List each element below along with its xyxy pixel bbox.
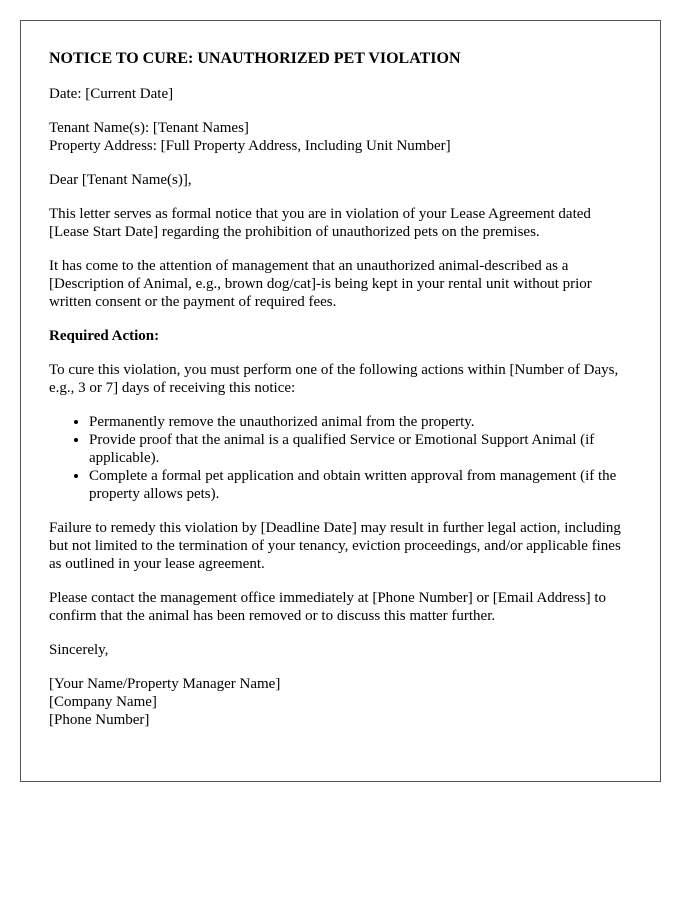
recipient-block	[49, 119, 632, 155]
signature-block	[49, 675, 632, 729]
notice-title: NOTICE TO CURE: UNAUTHORIZED PET VIOLATION	[49, 50, 461, 67]
closing: Sincerely,	[49, 642, 109, 658]
signature-phone: [Phone Number]	[49, 712, 150, 728]
notice-letter	[20, 20, 661, 782]
action-list	[49, 413, 632, 503]
date-line: Date: [Current Date]	[49, 86, 174, 102]
action-item: • Permanently remove the unauthorized animal from the property.	[89, 413, 632, 431]
address-line: Property Address: [Full Property Address, Including Unit Number]	[49, 138, 451, 154]
signature-company: [Company Name]	[49, 694, 157, 710]
salutation: Dear [Tenant Name(s)],	[49, 172, 192, 188]
required-action-label: Required Action:	[49, 328, 160, 344]
signature-name: [Your Name/Property Manager Name]	[49, 676, 281, 692]
tenant-line: Tenant Name(s): [Tenant Names]	[49, 120, 249, 136]
action-item: • Provide proof that the animal is a qualified Service or Emotional Support Animal (if applicable).	[89, 431, 632, 467]
action-item: • Complete a formal pet application and obtain written approval from management (if the property allows pets).	[89, 467, 632, 503]
paragraph-consequences: Failure to remedy this violation by [Deadline Date] may result in further legal action, including but not limited to the termination of your tenancy, eviction proceedings, and/or applicable fines as outlined in your lease agreement.	[49, 520, 621, 572]
required-action-heading	[49, 327, 632, 345]
paragraph-contact: Please contact the management office immediately at [Phone Number] or [Email Address] to confirm that the animal has been removed or to discuss this matter further.	[49, 590, 607, 624]
paragraph-notice: This letter serves as formal notice that you are in violation of your Lease Agreement dated [Lease Start Date] regarding the prohibition of unauthorized pets on the premises.	[49, 206, 591, 240]
paragraph-cure: To cure this violation, you must perform one of the following actions within [Number of Days, e.g., 3 or 7] days of receiving this notice:	[49, 362, 619, 396]
paragraph-violation: It has come to the attention of management that an unauthorized animal-described as a [Description of Animal, e.g., brown dog/cat]-is being kept in your rental unit without prior written consent or the payment of required fees.	[49, 258, 592, 310]
